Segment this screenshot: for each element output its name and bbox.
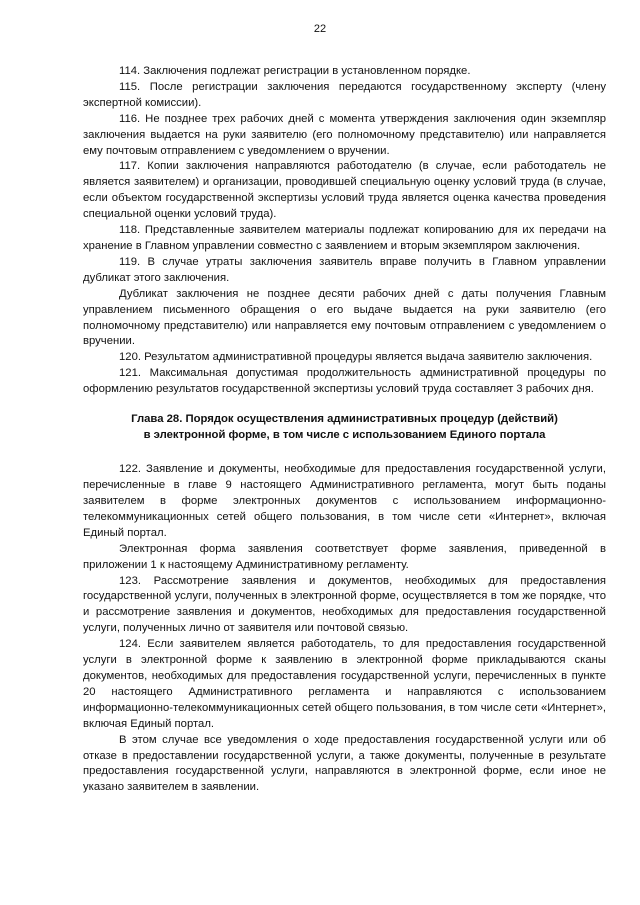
paragraph-115: 115. После регистрации заключения передаются государственному эксперту (члену экспертной комиссии). <box>83 80 606 109</box>
paragraph-122: 122. Заявление и документы, необходимые для предоставления государственной услуги, перечисленные в главе 9 настоящего Административного регламента, могут быть поданы заявителем в форме электронных документов с использованием информационно-телекоммуникационных сетей общего пользования, в том числе сети «Интернет», включая Единый портал. <box>83 463 606 539</box>
paragraph-117: 117. Копии заключения направляются работодателю (в случае, если работодатель не является заявителем) и организации, проводившей специальную оценку условий труда (в случае, если объектом государственной экспертизы условий труда является оценка качества проведения специальной оценки условий труда). <box>83 160 606 221</box>
chapter-heading-line-2: в электронной форме, в том числе с использованием Единого портала <box>143 428 546 441</box>
paragraph-120: 120. Результатом административной процедуры является выдача заявителю заключения. <box>119 351 593 364</box>
paragraph-119-duplicate: Дубликат заключения не позднее десяти рабочих дней с даты получения Главным управлением письменного обращения о его выдаче выдается на руки заявителю (его полномочному представителю) или направляется ему почтовым отправлением с уведомлением о вручении. <box>83 287 606 348</box>
paragraph-114: 114. Заключения подлежат регистрации в установленном порядке. <box>119 65 471 77</box>
paragraph-123: 123. Рассмотрение заявления и документов, необходимых для предоставления государственной услуги, полученных в электронной форме, осуществляется в том же порядке, что и рассмотрение заявления и документов, необходимых для предоставления государственной услуги, полученных лично от заявителя или почтовой связью. <box>83 574 606 635</box>
paragraph-118: 118. Представленные заявителем материалы подлежат копированию для их передачи на хранение в Главном управлении совместно с заявлением и вторым экземпляром заключения. <box>83 224 606 252</box>
paragraph-124-notifications: В этом случае все уведомления о ходе предоставления государственной услуги или об отказе в предоставлении государственной услуги, а также документы, полученные в результате предоставления государственной услуги, направляются в электронной форме, если иное не указано заявителем в заявлении. <box>83 733 606 794</box>
chapter-heading <box>83 412 606 443</box>
chapter-heading-line-1: Глава 28. Порядок осуществления административных процедур (действий) <box>131 413 558 426</box>
paragraph-116: 116. Не позднее трех рабочих дней с момента утверждения заключения один экземпляр заключения выдается на руки заявителю (его полномочному представителю) или направляется ему почтовым отправлением с уведомлением о вручении. <box>83 112 606 157</box>
paragraph-119: 119. В случае утраты заключения заявитель вправе получить в Главном управлении дубликат этого заключения. <box>83 255 606 284</box>
paragraph-121: 121. Максимальная допустимая продолжительность административной процедуры по оформлению результатов государственной экспертизы условий труда составляет 3 рабочих дня. <box>83 367 606 396</box>
paragraph-122-electronic-form: Электронная форма заявления соответствует форме заявления, приведенной в приложении 1 к настоящему Административному регламенту. <box>83 542 606 571</box>
document-body <box>83 64 606 796</box>
page-number: 22 <box>313 23 327 35</box>
paragraph-124: 124. Если заявителем является работодатель, то для предоставления государственной услуги в электронной форме к заявлению в электронной форме прикладываются сканы документов, необходимых для предоставления государственной услуги, перечисленных в пункте 20 настоящего Административного регламента и направляются с использованием информационно-телекоммуникационных сетей общего пользования, в том числе сети «Интернет», включая Единый портал. <box>83 638 606 730</box>
